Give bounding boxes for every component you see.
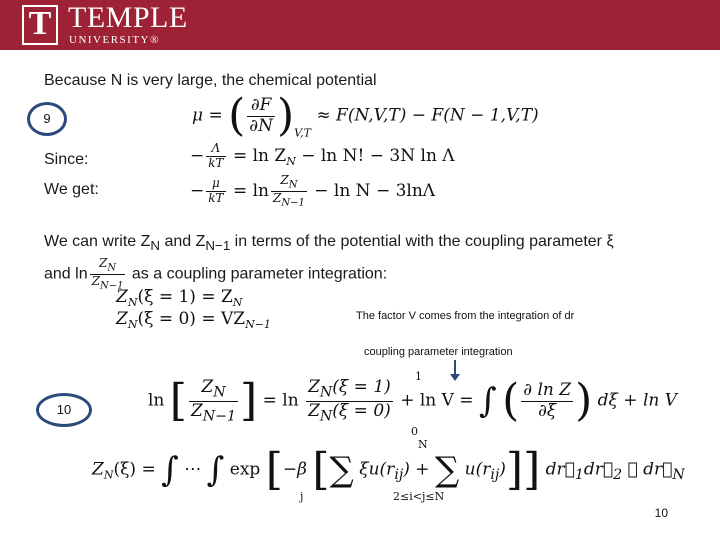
note-factor-v: The factor V comes from the integration of dr [356,310,575,322]
logo-letter: T [28,5,52,42]
weget-label: We get: [44,181,99,198]
integral-upper-limit: 1 [415,370,422,383]
equation-ln: ln [ $\frac{Z_N}{Z_{N-1}}$ ] = ln $\frac{Z_N(\xi = 1)}{Z_N(\xi = 0)}$ + ln V = ∫ ( $\frac{\text{∂ ln Z}}{\partial\xi}$ ) dξ + ln V [148,375,678,427]
header-bar [0,0,720,50]
page-number: 10 [654,506,668,520]
brand-name: TEMPLE [68,1,188,34]
since-label: Since: [44,151,89,168]
equation-zn-full: $Z_N(\xi)$ = ∫ ⋯ ∫ exp [−β [∑ $\xi u(r_{ij})$ + ∑ $u(r_{ij})$]] $dr⃗_1dr⃗_2$ ⋯ $dr⃗_N$ [92,444,685,495]
sum-upper-n: N [418,438,428,451]
sum-lower-j: j [300,490,304,503]
mu-approx-rhs: ≈ F(N,V,T) − F(N − 1,V,T) [316,105,539,126]
sum-lower-ij: 2≤i<j≤N [393,490,445,503]
equation-since: − $\frac{\Lambda}{kT}$ = $\ln Z_N - \ln N$! − 3N ln Λ [190,141,455,170]
note-coupling: coupling parameter integration [364,346,513,358]
paragraph-line-2: and ln $\frac{Z_N}{Z_{N-1}}$ as a coupling parameter integration: [44,256,388,292]
paragraph-line-1: We can write $Z_N$ and $Z_{N-1}$ in terms of the potential with the coupling parameter ξ [44,233,614,254]
equation-badge-10: 10 [36,393,92,427]
integral-lower-limit: 0 [411,425,418,438]
mu-symbol: μ [192,105,204,126]
equation-weget: − $\frac{\mu}{kT}$ = ln $\frac{Z_N}{Z_{N-1}}$ − ln N − 3lnΛ [190,173,436,209]
equation-badge-9: 9 [27,102,67,136]
temple-logo [22,5,58,45]
equation-zn-xi1: $Z_N(\xi = 1) = Z_N$ [116,287,243,309]
intro-text: Because N is very large, the chemical potential [44,72,377,89]
brand-subtitle: UNIVERSITY® [69,34,160,46]
equation-mu: μ = ( $\frac{\partial F}{\partial N}$ )$_{V,T} \approx F(N,V,T) - F(N - 1,V,T)$ [192,90,539,141]
equation-zn-xi0: $Z_N(\xi = 0) = VZ_{N-1}$ [116,309,271,331]
